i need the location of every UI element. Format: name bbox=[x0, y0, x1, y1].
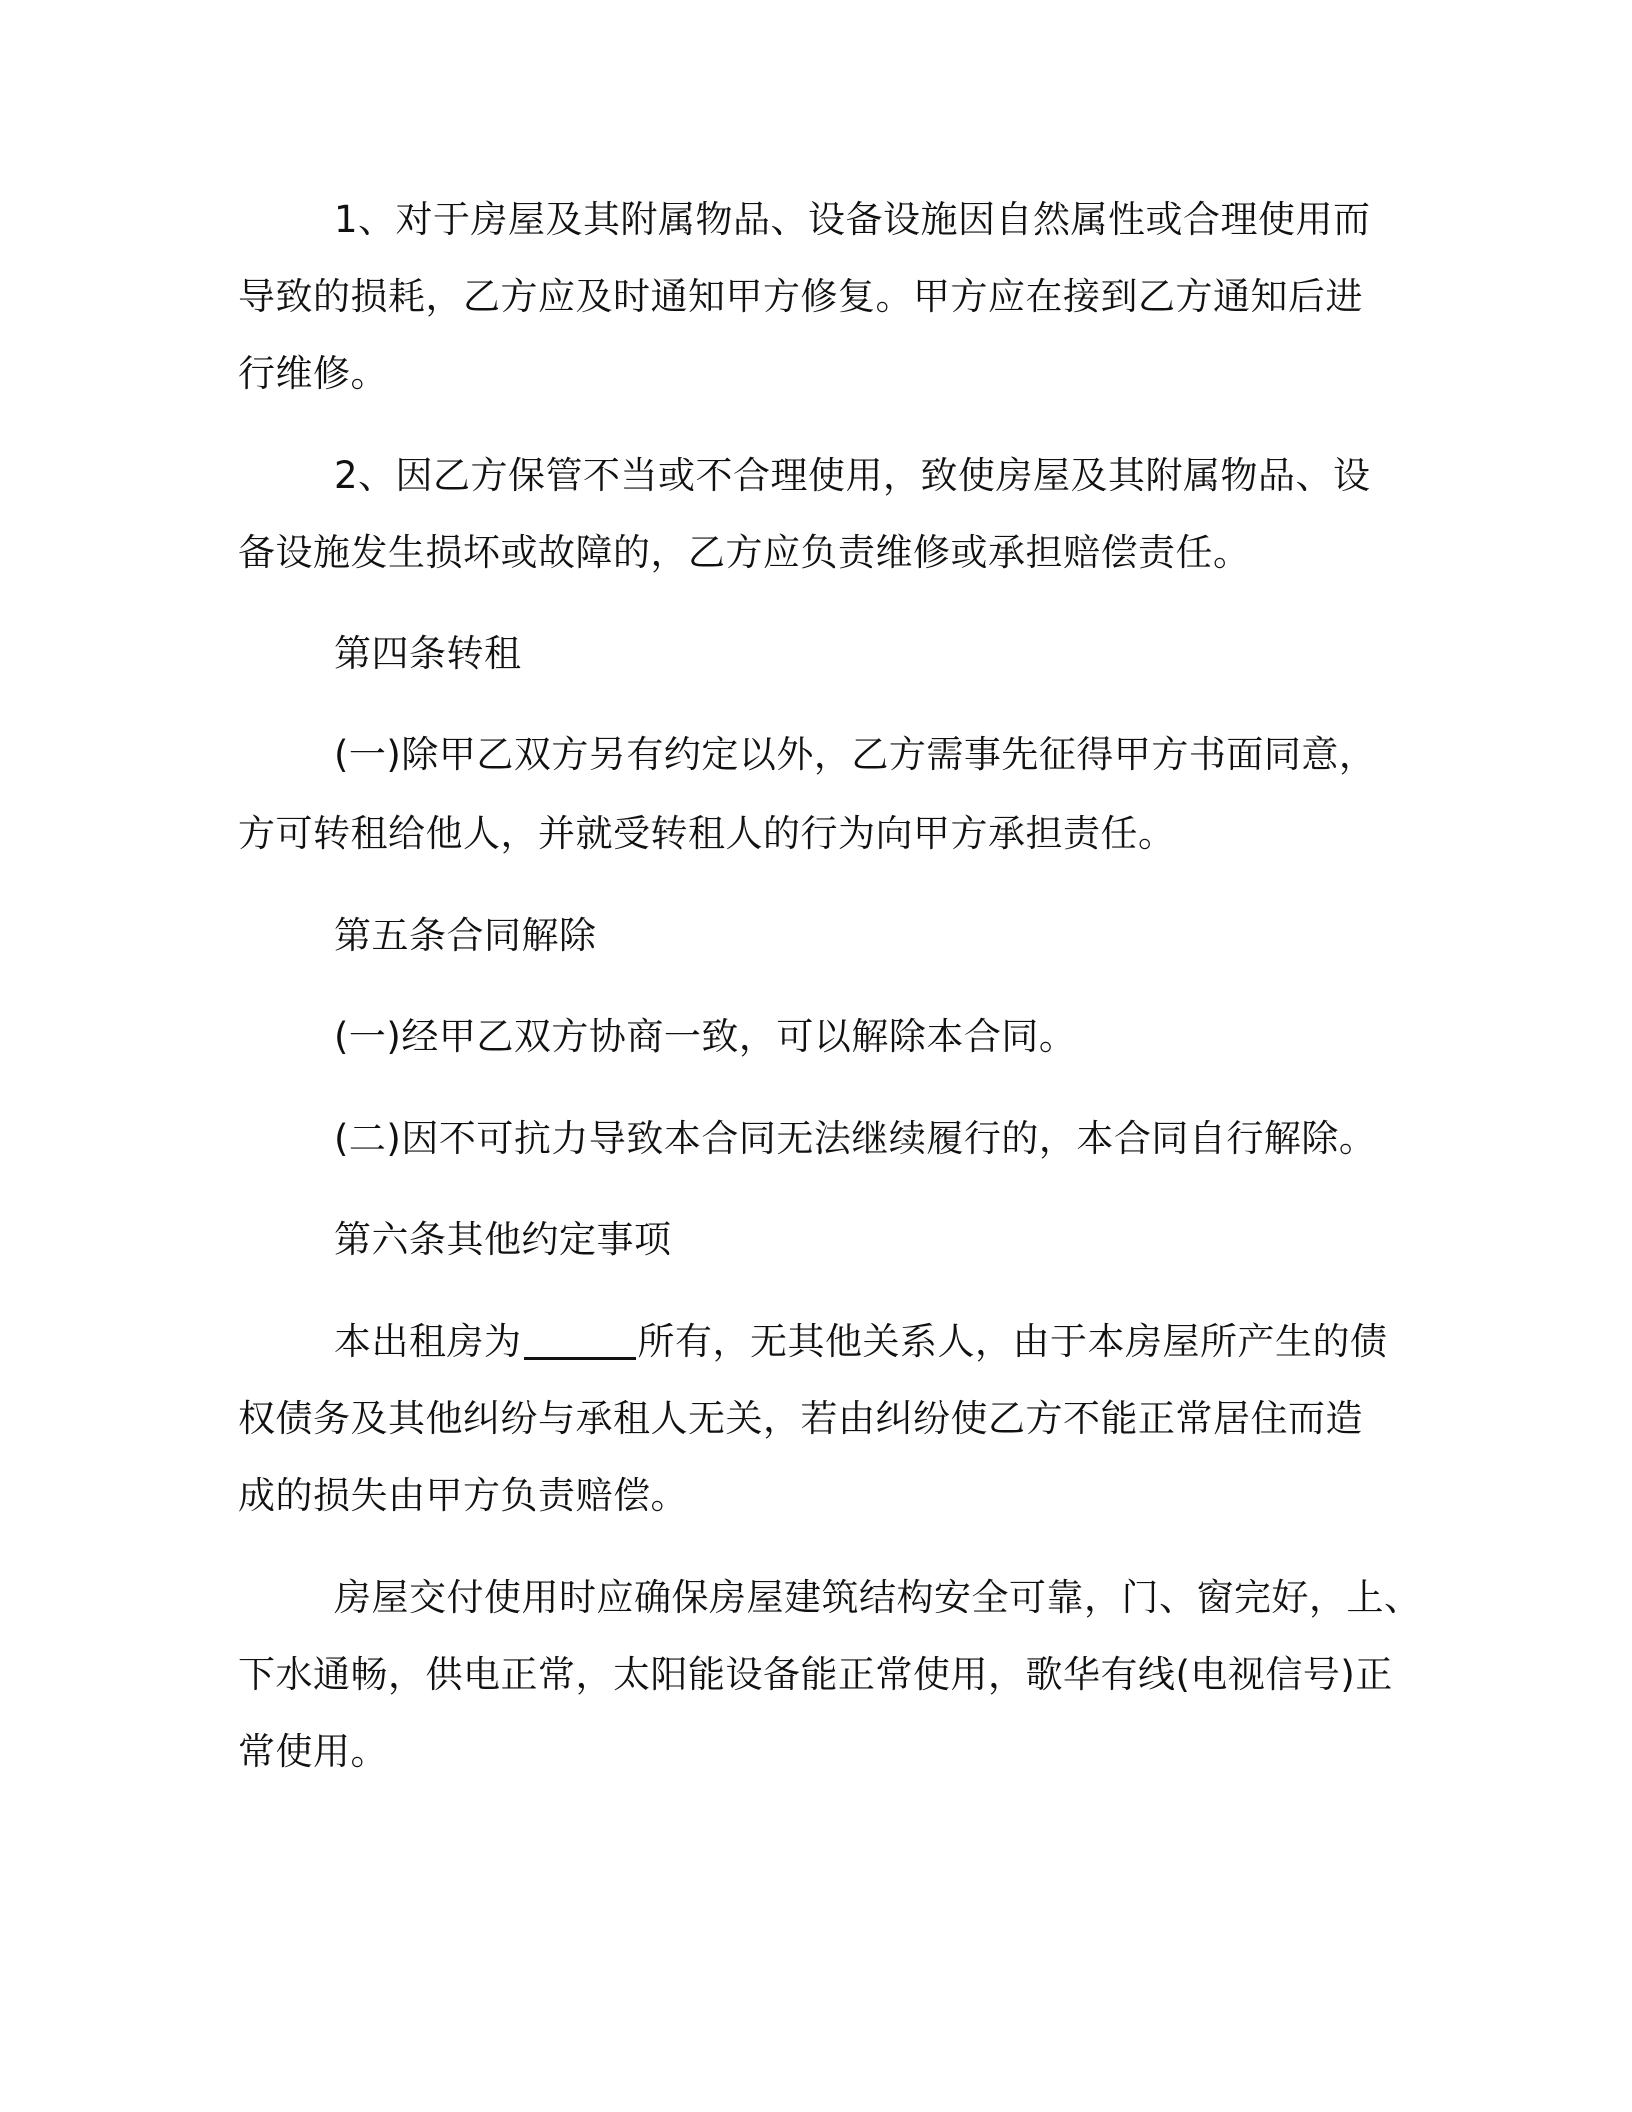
paragraph-7-line-1: 房屋交付使用时应确保房屋建筑结构安全可靠，门、窗完好，上、 bbox=[334, 1576, 1422, 1619]
paragraph-7-line-3: 常使用。 bbox=[238, 1730, 388, 1773]
paragraph-6-text-after-blank: 所有，无其他关系人，由于本房屋所产生的债 bbox=[637, 1320, 1388, 1363]
paragraph-3-line-1: (一)除甲乙双方另有约定以外，乙方需事先征得甲方书面同意， bbox=[334, 733, 1377, 776]
paragraph-1-line-2: 导致的损耗，乙方应及时通知甲方修复。甲方应在接到乙方通知后进 bbox=[238, 275, 1363, 318]
paragraph-3-line-2: 方可转租给他人，并就受转租人的行为向甲方承担责任。 bbox=[238, 812, 1176, 855]
paragraph-2-line-2: 备设施发生损坏或故障的，乙方应负责维修或承担赔偿责任。 bbox=[238, 531, 1251, 574]
paragraph-6-line-3: 成的损失由甲方负责赔偿。 bbox=[238, 1474, 688, 1517]
paragraph-4-line-1: (一)经甲乙双方协商一致，可以解除本合同。 bbox=[334, 1015, 1077, 1058]
paragraph-2-line-1: 2、因乙方保管不当或不合理使用，致使房屋及其附属物品、设 bbox=[334, 454, 1371, 497]
paragraph-5-line-1: (二)因不可抗力导致本合同无法继续履行的，本合同自行解除。 bbox=[334, 1117, 1377, 1160]
section-5-heading: 第五条合同解除 bbox=[334, 914, 597, 957]
section-4-heading: 第四条转租 bbox=[334, 632, 522, 675]
paragraph-1-line-1: 1、对于房屋及其附属物品、设备设施因自然属性或合理使用而 bbox=[334, 198, 1371, 241]
paragraph-6-line-1 bbox=[334, 1318, 1388, 1366]
paragraph-1-line-3: 行维修。 bbox=[238, 352, 388, 395]
fill-in-blank-line bbox=[524, 1321, 636, 1360]
paragraph-7-line-2: 下水通畅，供电正常，太阳能设备能正常使用，歌华有线(电视信号)正 bbox=[238, 1653, 1393, 1696]
paragraph-6-line-2: 权债务及其他纠纷与承租人无关，若由纠纷使乙方不能正常居住而造 bbox=[238, 1397, 1363, 1440]
paragraph-6-text-before-blank: 本出租房为 bbox=[334, 1320, 522, 1363]
section-6-heading: 第六条其他约定事项 bbox=[334, 1218, 672, 1261]
